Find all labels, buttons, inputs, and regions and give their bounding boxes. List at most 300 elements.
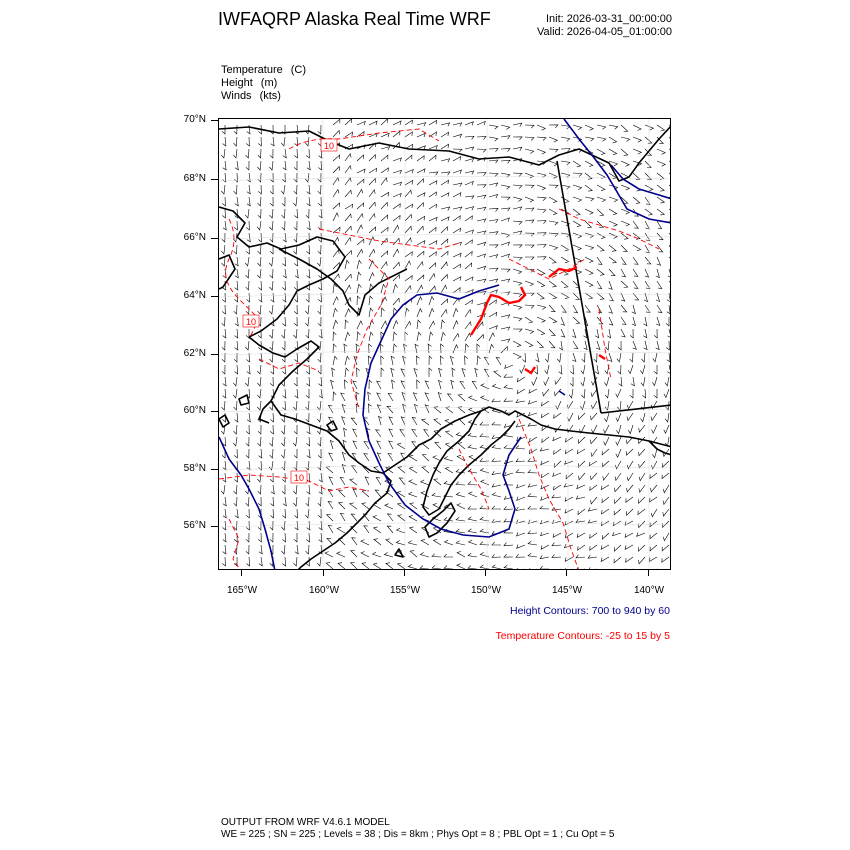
wind-barb [597,269,604,275]
wind-barb [444,566,453,569]
wind-barb [516,446,525,450]
wind-barb [282,221,285,230]
wind-barb [621,257,626,264]
wind-barb [412,417,417,425]
wind-barb [376,477,381,485]
wind-barb [258,425,261,434]
wind-barb [329,453,333,461]
wind-barb [453,207,462,211]
wind-barb [247,473,250,482]
wind-barb [398,467,405,473]
wind-barb [522,353,525,362]
wind-barb [616,413,621,421]
wind-barb [477,231,486,235]
wind-barb [270,245,273,254]
wind-barb [353,429,357,437]
wind-barb [544,377,549,385]
wind-barb [401,369,405,377]
wind-barb [318,305,321,314]
wind-barb [258,185,261,194]
wind-barb [294,317,297,326]
wind-barb [554,449,561,454]
wind-barb [328,501,333,509]
wind-barb [333,332,336,341]
wind-barb [333,297,338,305]
wind-barb [592,425,598,433]
height-contours [219,119,671,570]
wind-barb [293,485,297,494]
wind-barb [345,274,351,281]
wind-barb [501,208,510,211]
wind-barb [345,285,351,293]
wind-barb [257,161,261,170]
wind-barb [429,181,437,185]
wind-barb [351,562,357,569]
wind-barb [504,543,513,546]
wind-barb [537,257,546,260]
wind-barb [257,365,261,374]
wind-barb [338,563,345,569]
wind-barb [364,442,369,450]
wind-barb [453,134,462,138]
wind-barb [564,544,573,548]
wind-barb [417,320,421,329]
wind-barb [525,317,533,323]
wind-barb [417,193,425,197]
wind-barb [441,227,448,233]
wind-barb [345,368,349,377]
wind-barb [477,266,486,270]
wind-barb [369,202,375,209]
wind-barb [477,219,486,223]
wind-barb [222,209,225,218]
wind-barb [448,394,454,401]
wind-barb [453,216,460,221]
wind-barb [465,207,474,211]
wind-barb [554,485,562,490]
wind-barb [641,377,645,386]
wind-barb [513,137,522,140]
wind-barb [545,353,549,362]
wind-barb [657,185,664,191]
wind-barb [573,125,582,130]
wind-barb [489,137,498,141]
wind-barb [561,257,569,263]
wind-barb [270,377,273,386]
wind-barb [222,557,225,566]
wind-barb [393,284,398,293]
wind-barb [481,396,489,401]
wind-barb [318,173,321,182]
wind-barb [585,173,592,179]
temperature-contour-note: Temperature Contours: -25 to 15 by 5 [495,630,670,642]
wind-barb [282,413,286,422]
wind-barb [429,321,435,329]
wind-barb [468,529,477,533]
wind-barb [369,227,376,233]
wind-barb [578,545,585,550]
wind-barb [588,508,597,512]
wind-barb [234,305,237,314]
wind-barb [345,119,352,125]
wind-barb [295,509,298,518]
wind-barb [369,344,372,353]
wind-barb [259,293,262,302]
wind-barb [650,473,657,479]
wind-barb [631,377,634,386]
wind-barb [585,137,594,141]
wind-barb [441,144,449,149]
lat-tick [211,354,218,355]
wind-barb [452,368,455,377]
lon-tick [566,570,567,576]
wind-barb [340,477,345,485]
wind-barb [369,179,376,185]
wind-barb [537,149,545,154]
wind-barb [258,149,261,158]
wind-barb [258,137,261,146]
wind-barb [441,251,448,257]
wind-barb [417,380,420,389]
wind-barb [639,473,645,481]
field-winds-unit: (kts) [259,90,281,102]
wind-barb [306,533,309,542]
wind-barb [441,193,449,197]
wind-barb [528,541,537,545]
wind-barb [345,238,351,246]
wind-barb [573,293,580,300]
wind-barb [417,251,424,257]
wind-barb [307,221,310,230]
wind-barb [492,458,501,461]
wind-barb [429,204,437,209]
wind-barb [663,509,669,516]
lat-label-66n: 66°N [183,232,206,243]
wind-barb [258,533,261,542]
wind-barb [357,169,365,173]
wind-barb [381,147,390,151]
wind-barb [283,161,286,170]
wind-barb [669,173,671,179]
wind-barb [664,389,669,398]
wind-barb [597,233,605,239]
lat-label-58n: 58°N [183,463,206,474]
wind-barb [549,185,558,188]
field-temperature-unit: (C) [290,64,307,76]
wind-barb [460,382,465,390]
wind-barb [345,204,353,209]
wind-barb [441,159,450,163]
wind-barb [626,449,633,455]
wind-barb [645,257,651,264]
lat-label-68n: 68°N [183,173,206,184]
wind-barb [621,161,629,166]
wind-barb [477,303,486,307]
wind-barb [662,545,669,551]
wind-barb [477,335,484,342]
wind-barb [605,341,609,350]
wind-barb [643,389,646,398]
wind-barb [590,485,597,490]
wind-barb [465,310,471,317]
wind-barb [492,399,501,402]
wind-barb [477,242,486,246]
wind-barb [513,185,522,189]
wind-barb [417,285,423,293]
wind-barb [453,334,459,342]
wind-barb [439,368,443,377]
wind-barb [576,519,585,522]
wind-barb [245,377,249,386]
wind-barb [489,149,498,152]
wind-barb [641,413,645,422]
wind-barb [513,353,521,359]
wind-barb [234,497,237,506]
wind-barb [357,249,363,257]
wind-barb [639,485,645,492]
wind-barb [234,473,237,482]
wind-barb [532,377,537,385]
wind-barb [552,543,561,546]
wind-barb [614,557,621,563]
wind-barb [282,461,285,470]
wind-barb [333,190,339,198]
wind-barb [247,461,250,470]
wind-barb [477,173,486,176]
wind-barb [625,545,633,549]
wind-barb [537,317,545,322]
wind-barb [393,182,402,186]
wind-barb [352,538,357,545]
wind-barb [553,473,561,477]
wind-barb [393,298,399,305]
wind-barb [247,197,250,206]
wind-barb [608,353,612,362]
wind-barb [501,347,508,353]
wind-barb [345,154,351,161]
wind-barb [223,461,226,470]
wind-barb [245,569,249,570]
wind-barb [525,185,534,188]
wind-barb [381,356,384,365]
wind-barb [293,413,297,422]
field-temperature-name: Temperature [221,64,283,76]
wind-barb [549,305,555,312]
wind-barb [665,413,669,422]
wind-barb [345,190,351,197]
wind-barb [601,557,609,562]
wind-barb [333,356,337,365]
wind-barb [351,514,357,521]
wind-barb [294,173,297,182]
wind-barb [617,353,621,362]
wind-barb [393,170,402,174]
wind-barb [585,245,594,250]
wind-barb [258,305,262,314]
wind-barb [357,179,364,185]
wind-barb [307,377,310,386]
wind-barb [573,233,581,238]
wind-barb [525,149,534,154]
wind-barb [669,185,671,192]
wind-barb [645,209,652,215]
wind-barb [654,365,657,374]
wind-barb [627,413,633,421]
wind-barb [561,281,568,287]
wind-barb [305,317,309,326]
wind-barb [429,274,435,281]
wind-barb [401,417,405,425]
wind-barb [401,381,405,389]
wind-barb [638,509,645,515]
wind-barb [669,137,671,144]
wind-barb [381,215,388,221]
wind-barb [259,449,262,458]
wind-barb [414,369,418,378]
wind-barb [331,380,335,389]
wind-barb [492,565,501,569]
wind-barb [481,480,489,485]
wind-barb [235,269,238,278]
wind-barb [633,257,638,264]
wind-barb [633,269,638,277]
wind-barb [537,245,546,248]
wind-barb [453,253,461,257]
wind-barb [597,293,604,299]
wind-barb [477,185,486,188]
wind-barb [283,293,286,302]
wind-barb [306,497,309,506]
wind-barb [353,441,357,449]
wind-barb [434,479,441,485]
wind-barb [561,149,570,152]
wind-barb [223,473,226,482]
wind-barb [317,425,321,434]
wind-barb [417,275,424,281]
wind-barb [453,321,458,329]
lat-label-62n: 62°N [183,348,206,359]
wind-barb [357,260,361,269]
wind-barb [258,173,261,182]
wind-barb [389,441,393,449]
wind-barb [429,132,437,137]
wind-barb [293,569,297,570]
wind-barb [621,185,629,190]
wind-barb [257,389,261,398]
wind-barb [283,149,286,158]
wind-barb [351,418,357,425]
wind-barb [477,195,486,199]
wind-barb [528,506,537,509]
wind-barb [480,422,489,425]
wind-barb [489,245,498,248]
wind-barb [362,563,369,569]
wind-barb [281,425,285,434]
wind-barb [318,185,321,194]
wind-barb [625,569,633,570]
field-height-name: Height [221,77,253,89]
wind-barb [281,521,285,530]
wind-barb [233,569,237,570]
wind-barb [317,257,321,266]
wind-barb [640,365,645,374]
wind-barb [513,231,522,235]
wind-barb [501,233,510,237]
wind-barb [669,161,671,166]
wind-barb [663,533,669,541]
wind-barb [235,281,238,290]
wind-barb [357,284,361,293]
wind-barb [270,269,273,278]
wind-barb [465,252,472,258]
wind-barb [456,492,465,497]
wind-barb [409,467,417,473]
wind-barb [307,521,310,530]
wind-barb [345,178,351,185]
wind-barb [441,299,448,305]
wind-barb [609,245,616,251]
wind-barb [456,529,465,533]
wind-barb [357,203,364,209]
wind-barb [325,552,333,558]
wind-barb [573,317,580,324]
wind-barb [513,281,522,285]
wind-barb [657,149,665,154]
wind-barb [410,551,417,557]
wind-barb [585,197,594,201]
wind-barb [456,541,465,545]
wind-barb [602,509,610,514]
wind-barb [549,293,557,299]
wind-barb [223,161,226,170]
wind-barb [489,312,497,317]
wind-barb [410,503,417,509]
wind-barb [633,245,641,251]
wind-barb [282,329,286,338]
wind-barb [339,490,345,497]
wind-barb [294,377,297,386]
wind-barb [246,497,249,506]
wind-barb [235,509,238,518]
wind-barb [282,317,285,326]
wind-barb [441,344,444,353]
wind-barb [317,401,321,410]
wind-barb [595,329,599,338]
wind-barb [270,425,273,434]
wind-barb [425,381,429,389]
wind-barb [520,365,525,373]
wind-barb [319,521,322,530]
wind-barb [329,477,333,485]
model-settings: WE = 225 ; SN = 225 ; Levels = 38 ; Dis = 8km ; Phys Opt = 8 ; PBL Opt = 1 ; Cu Opt = 5 [221,829,615,840]
wind-barb [353,381,357,389]
wind-barb [381,227,388,233]
wind-barb [422,455,429,462]
wind-barb [504,565,513,569]
wind-barb [293,437,297,446]
wind-barb [294,425,297,434]
wind-barb [602,533,609,539]
wind-barb [381,155,388,161]
wind-barb [333,167,340,174]
wind-barb [397,528,406,533]
wind-barb [258,569,261,570]
wind-barb [433,539,441,545]
wind-barb [644,341,648,350]
wind-barb [604,413,609,422]
wind-barb [417,262,423,269]
wind-barb [630,353,633,362]
